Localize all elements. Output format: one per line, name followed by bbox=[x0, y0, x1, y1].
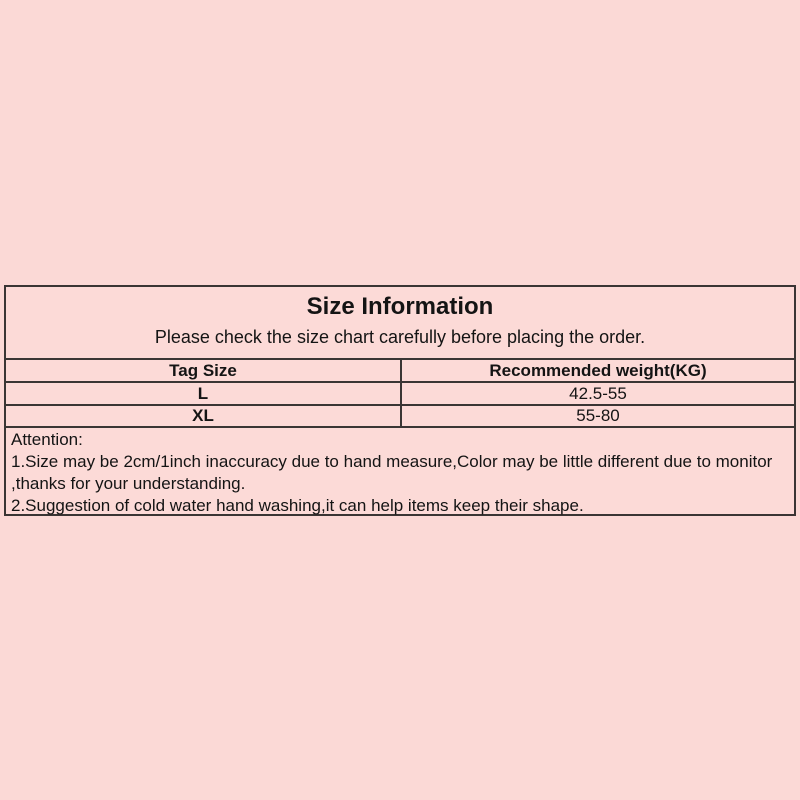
attention-heading: Attention: bbox=[11, 430, 83, 449]
table-row bbox=[6, 406, 794, 428]
attention-line: 1.Size may be 2cm/1inch inaccuracy due to hand measure,Color may be little different due to monitor bbox=[11, 452, 773, 471]
column-header-tag-size: Tag Size bbox=[6, 360, 402, 381]
attention-section bbox=[6, 428, 794, 514]
size-chart-subtitle: Please check the size chart carefully before placing the order. bbox=[154, 327, 646, 347]
attention-line: 2.Suggestion of cold water hand washing,it can help items keep their shape. bbox=[11, 496, 584, 515]
tag-size-value-l: L bbox=[6, 383, 402, 404]
recommended-weight-value-xl: 55-80 bbox=[576, 406, 620, 425]
size-information-table bbox=[4, 285, 796, 516]
column-header-recommended-weight: Recommended weight(KG) bbox=[489, 361, 707, 380]
table-row bbox=[6, 383, 794, 406]
table-header-row bbox=[6, 360, 794, 383]
table-title-section bbox=[6, 287, 794, 360]
page-title: Size Information bbox=[306, 293, 494, 320]
tag-size-value-xl: XL bbox=[6, 406, 402, 426]
recommended-weight-value-l: 42.5-55 bbox=[569, 384, 627, 403]
attention-line: ,thanks for your understanding. bbox=[11, 474, 246, 493]
